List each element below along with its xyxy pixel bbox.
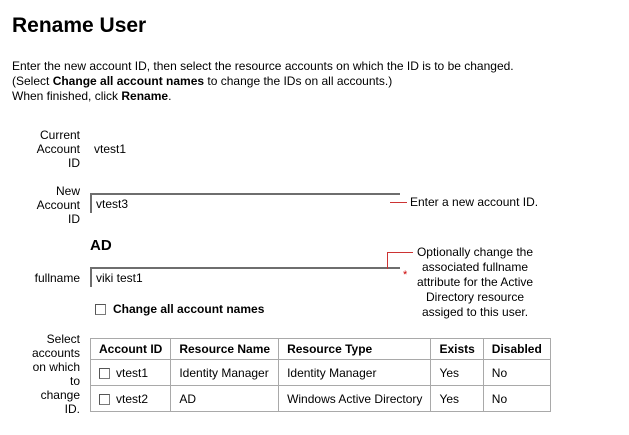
exists-cell: Yes [431, 360, 483, 386]
col-account-id: Account ID [91, 339, 171, 360]
instructions-line-3: When finished, click Rename. [12, 89, 172, 103]
fullname-input[interactable] [90, 267, 400, 287]
disabled-cell: No [483, 360, 550, 386]
new-account-id-input[interactable] [90, 193, 400, 213]
change-all-label[interactable]: Change all account names [113, 302, 265, 316]
col-exists: Exists [431, 339, 483, 360]
account-select-checkbox[interactable] [99, 368, 110, 379]
accounts-table [90, 338, 551, 412]
col-resource-type: Resource Type [279, 339, 431, 360]
resource-name-cell: AD [171, 386, 279, 412]
resource-type-cell: Identity Manager [279, 360, 431, 386]
instructions-line-2: (Select Change all account names to change the IDs on all accounts.) [12, 74, 393, 88]
new-account-help-text: Enter a new account ID. [410, 195, 539, 209]
resource-section-heading: AD [90, 237, 112, 254]
col-disabled: Disabled [483, 339, 550, 360]
account-id-cell: vtest2 [91, 386, 171, 412]
page-title: Rename User [12, 14, 147, 37]
new-account-id-label: New Account ID [36, 184, 80, 226]
fullname-label: fullname [34, 271, 80, 285]
instructions [12, 59, 514, 104]
col-resource-name: Resource Name [171, 339, 279, 360]
account-id-cell: vtest1 [91, 360, 171, 386]
exists-cell: Yes [431, 386, 483, 412]
fullname-help-text: Optionally change the associated fullname attribute for the Active Directory resource assiged to this user. [416, 245, 534, 319]
disabled-cell: No [483, 386, 550, 412]
table-row [91, 360, 551, 386]
instructions-line-1: Enter the new account ID, then select the resource accounts on which the ID is to be changed. [12, 59, 514, 73]
fullname-help-connector-vertical [387, 252, 388, 269]
resource-name-cell: Identity Manager [171, 360, 279, 386]
current-account-id-label: Current Account ID [36, 128, 80, 170]
new-account-help-connector [390, 202, 407, 203]
current-account-id-value: vtest1 [94, 142, 127, 156]
table-header-row [91, 339, 551, 360]
change-all-checkbox[interactable] [95, 304, 106, 315]
select-accounts-label: Select accounts on which to change ID. [31, 332, 80, 416]
account-select-checkbox[interactable] [99, 394, 110, 405]
table-row [91, 386, 551, 412]
required-marker: * [403, 269, 408, 281]
resource-type-cell: Windows Active Directory [279, 386, 431, 412]
